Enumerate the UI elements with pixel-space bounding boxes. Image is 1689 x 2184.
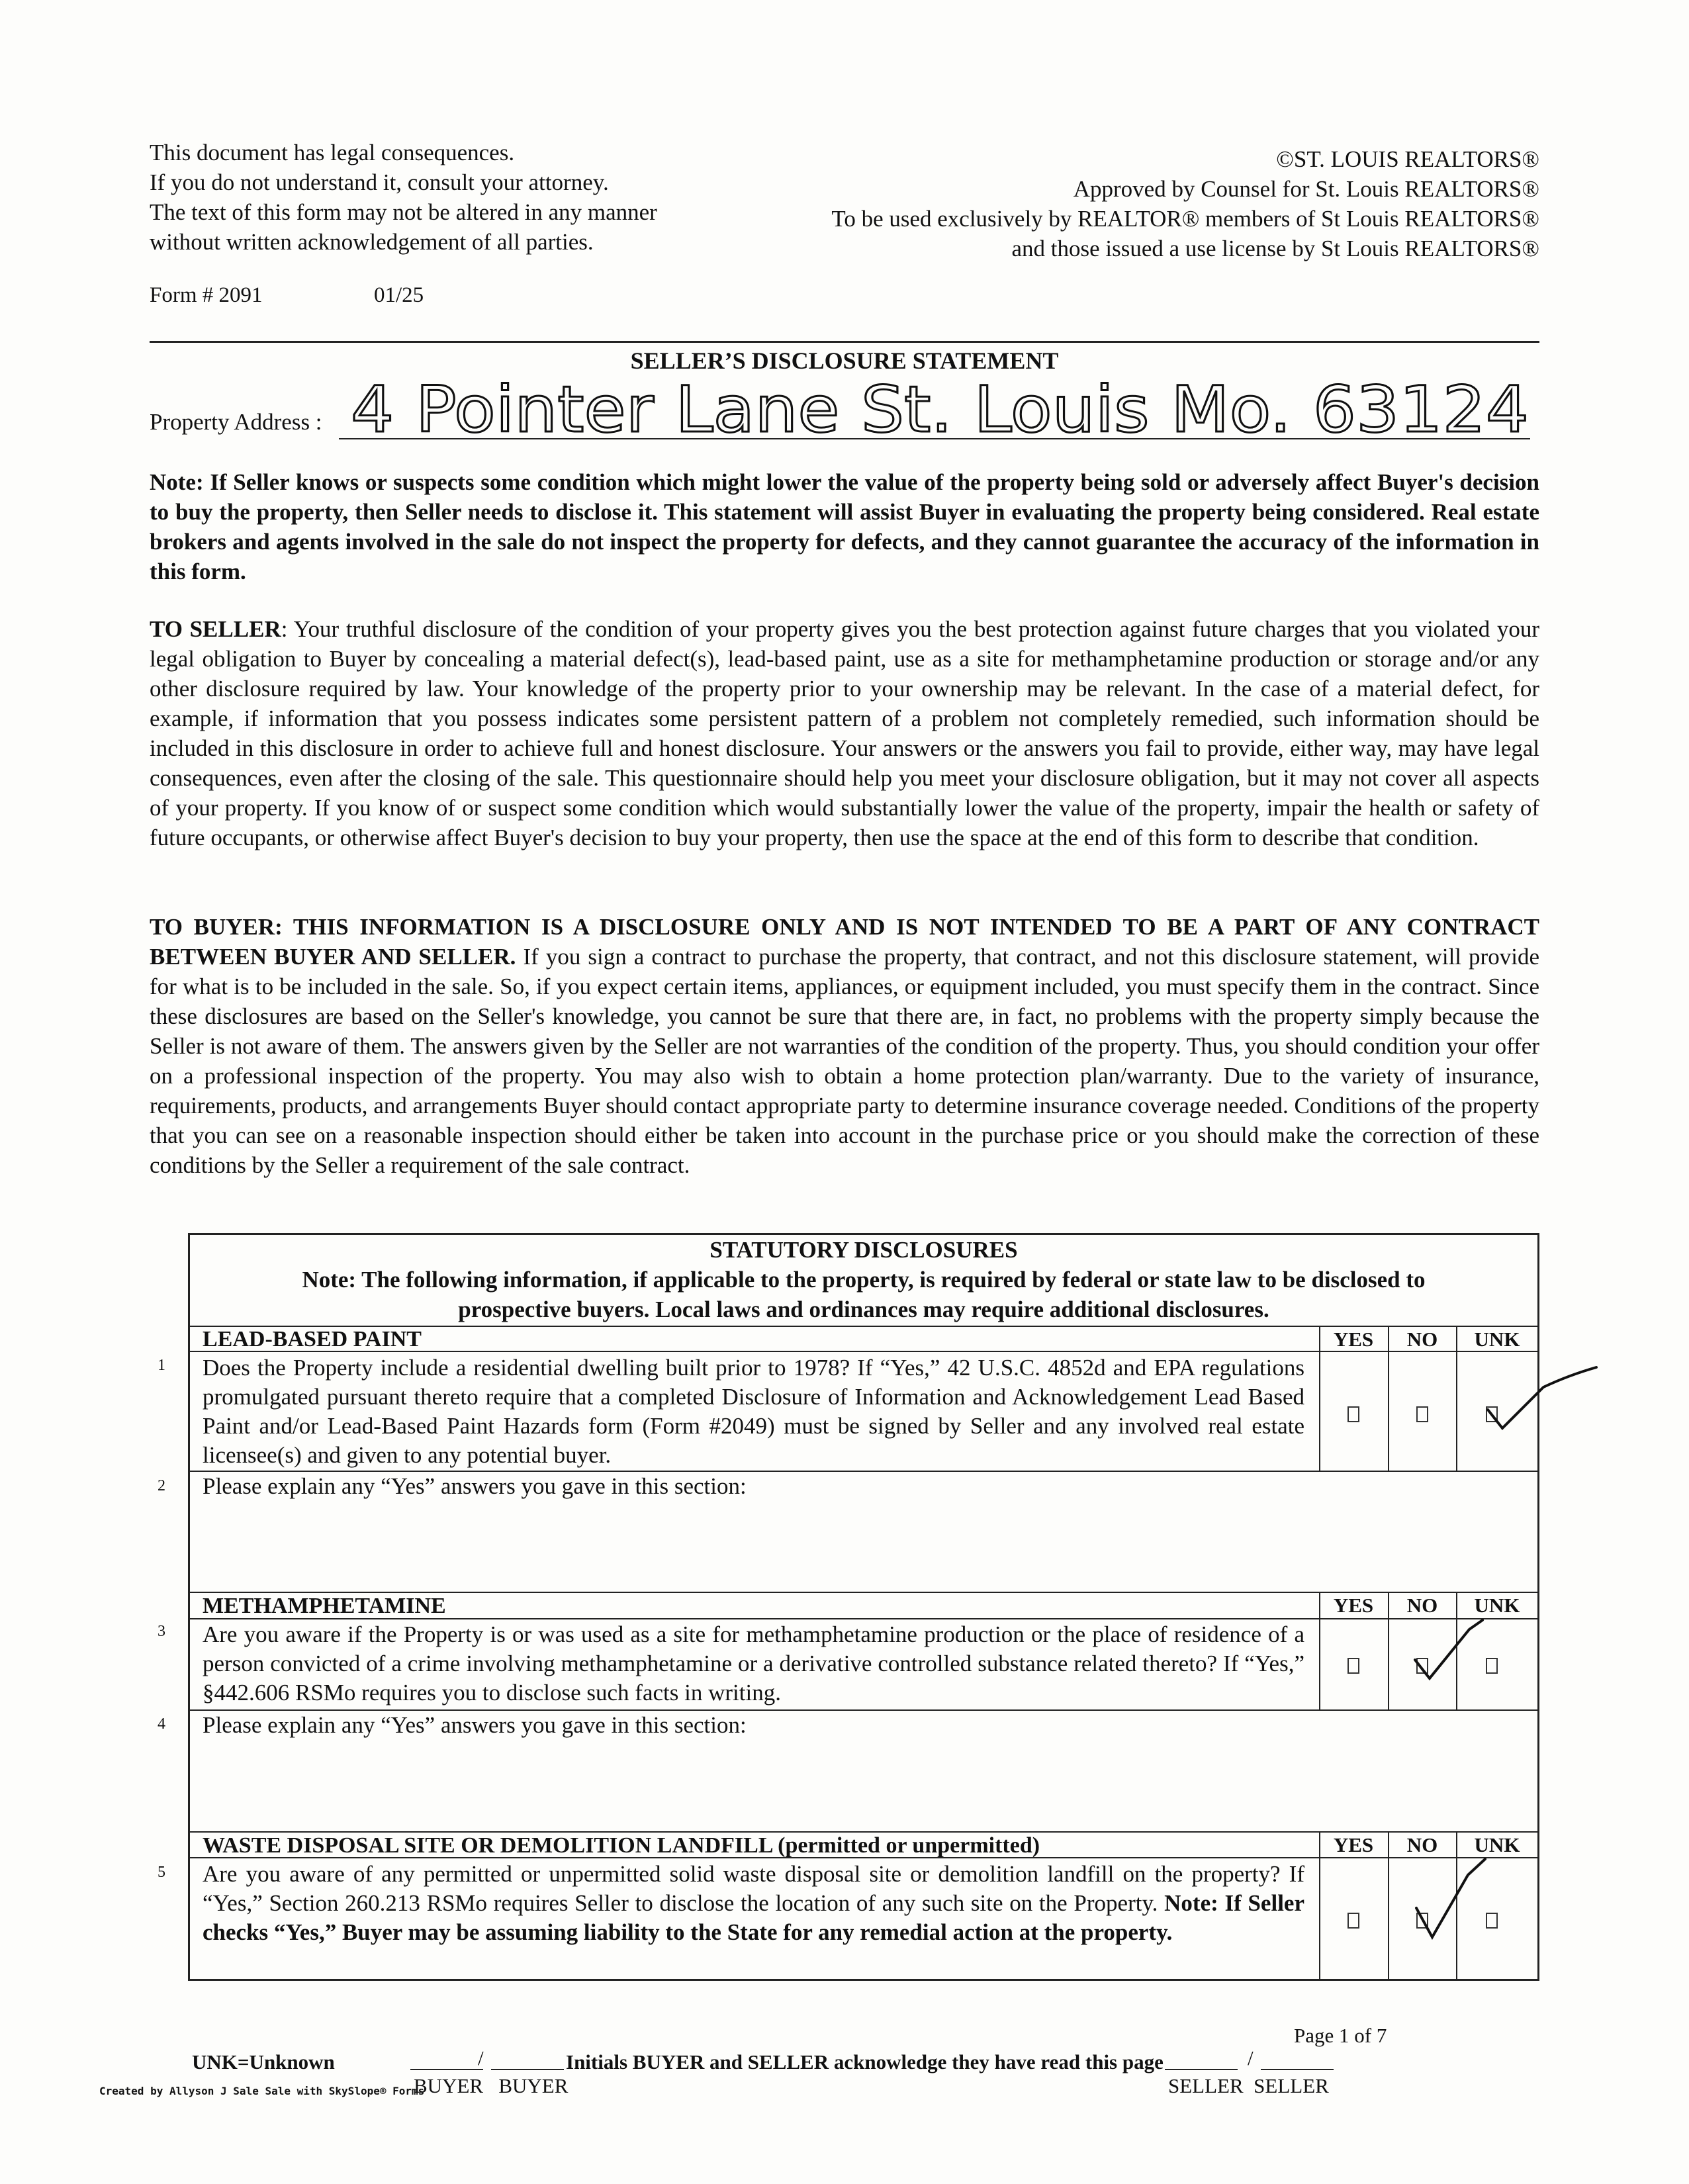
checkbox-lead-yes[interactable] [1347, 1406, 1359, 1422]
seller-labels: SELLER SELLER [1168, 2074, 1329, 2097]
column-unk: UNK [1474, 1833, 1520, 1856]
question-waste-text: Are you aware of any permitted or unpermitted solid waste disposal site or demolition landfill on the property? If “Yes,” Section 260.213 RSMo requires Seller to disclose the location of any such site on the Property. [203, 1861, 1304, 1916]
section-heading-waste: WASTE DISPOSAL SITE OR DEMOLITION LANDFILL (permitted or unpermitted) [203, 1833, 1040, 1858]
initials-statement: Initials BUYER and SELLER acknowledge they have read this page [566, 2050, 1164, 2073]
question-lead-paint: Does the Property include a residential dwelling built prior to 1978? If “Yes,” 42 U.S.C. 4852d and EPA regulations promulgated pursuant thereto require that a completed Disclosure of Information and Acknowledgement Lead Based Paint and/or Lead-Based Paint Hazards form (Form #2049) must be signed by Seller and any involved real estate licensee(s) and given to any potential buyer. [203, 1355, 1304, 1468]
checkbox-lead-no[interactable] [1416, 1406, 1428, 1422]
form-date: 01/25 [374, 283, 424, 307]
checkmark-meth-no [1403, 1615, 1496, 1688]
to-buyer-paragraph [150, 912, 1539, 1180]
table-divider [188, 1471, 1539, 1472]
property-address-handwriting[interactable] [351, 371, 1535, 443]
seller-initial-line[interactable] [1261, 2069, 1334, 2070]
section-heading-meth: METHAMPHETAMINE [203, 1594, 446, 1618]
statutory-note-line: Note: The following information, if applicable to the property, is required by federal or state law to be disclosed to [302, 1267, 1426, 1293]
checkbox-meth-yes[interactable] [1347, 1658, 1359, 1674]
row-number: 1 [158, 1357, 165, 1374]
column-no: NO [1406, 1833, 1438, 1856]
column-no: NO [1406, 1594, 1438, 1617]
table-divider [188, 1831, 1539, 1833]
column-yes: YES [1333, 1833, 1374, 1856]
header-divider [150, 341, 1539, 343]
buyer-initial-line[interactable] [410, 2069, 483, 2070]
copyright-line: Approved by Counsel for St. Louis REALTORS® [1073, 176, 1539, 202]
unk-legend: UNK=Unknown [192, 2050, 335, 2073]
initials-slash: / [478, 2046, 484, 2070]
property-address-label: Property Address : [150, 409, 322, 435]
form-number: Form # 2091 [150, 283, 263, 307]
seller-initial-line[interactable] [1165, 2069, 1238, 2070]
question-waste-note: Note: If Seller checks “Yes,” Buyer may be assuming liability to the State for any remedial action at the property. [203, 1890, 1304, 1945]
question-waste [203, 1860, 1304, 1947]
column-no: NO [1406, 1328, 1438, 1351]
page-number: Page 1 of 7 [1294, 2024, 1387, 2047]
to-seller-text: : Your truthful disclosure of the condition of your property gives you the best protection against future charges that you violated your legal obligation to Buyer by concealing a material defect(s), lead-based paint, use as a site for methamphetamine production or storage and/or any other disclosure required by law. Your knowledge of the property prior to your ownership may be relevant. In the case of a material defect, for example, if information that you possess indicates some persistent pattern of a problem not completely remedied, such information should be included in this disclosure in order to achieve full and honest disclosure. Your answers or the answers you fail to provide, either way, may have legal consequences, even after the closing of the sale. This questionnaire should help you meet your disclosure obligation, but it may not cover all aspects of your property. If you know of or suspect some condition which would substantially lower the value of the property, impair the health or safety of future occupants, or otherwise affect Buyer's decision to buy your property, then use the space at the end of this form to describe that condition. [150, 616, 1539, 850]
legal-notice-line: without written acknowledgement of all parties. [150, 229, 594, 255]
buyer-labels: BUYER BUYER [414, 2074, 569, 2097]
legal-notice [150, 138, 745, 257]
to-buyer-lead: TO BUYER: THIS INFORMATION IS A DISCLOSURE ONLY AND IS NOT INTENDED TO BE A PART OF ANY CONTRACT BETWEEN BUYER AND SELLER. [150, 914, 1539, 970]
table-divider [188, 1592, 1539, 1593]
copyright-line: ©ST. LOUIS REALTORS® [1276, 146, 1539, 172]
legal-notice-line: This document has legal consequences. [150, 140, 515, 165]
seller-note: Note: If Seller knows or suspects some condition which might lower the value of the property being sold or adversely affect Buyer's decision to buy the property, then Seller needs to disclose it. This statement will assist Buyer in evaluating the property being considered. Real estate brokers and agents involved in the sale do not inspect the property for defects, and they cannot guarantee the accuracy of the information in this form. [150, 469, 1539, 584]
statutory-note-line: prospective buyers. Local laws and ordinances may require additional disclosures. [458, 1297, 1269, 1322]
column-unk: UNK [1474, 1328, 1520, 1351]
created-by-credit: Created by Allyson J Sale Sale with SkySlope® Forms [99, 2085, 425, 2097]
copyright-block [679, 144, 1539, 263]
checkmark-waste-no [1403, 1856, 1496, 1942]
row-number: 3 [158, 1623, 165, 1640]
row-number: 2 [158, 1477, 165, 1494]
statutory-title: STATUTORY DISCLOSURES [709, 1237, 1018, 1263]
row-number: 5 [158, 1864, 165, 1881]
column-yes: YES [1333, 1328, 1374, 1351]
explain-lead-paint: Please explain any “Yes” answers you gave in this section: [203, 1473, 747, 1499]
checkmark-lead-unk [1483, 1363, 1602, 1436]
copyright-line: and those issued a use license by St Louis REALTORS® [1011, 236, 1539, 261]
section-heading-lead-paint: LEAD-BASED PAINT [203, 1327, 422, 1351]
copyright-line: To be used exclusively by REALTOR® members of St Louis REALTORS® [831, 206, 1539, 232]
to-buyer-text: If you sign a contract to purchase the property, that contract, and not this disclosure statement, will provide for what is to be included in the sale. So, if you expect certain items, appliances, or equipment included, you must specify them in the contract. Since these disclosures are based on the Seller's knowledge, you cannot be sure that there are, in fact, no problems with the property simply because the Seller is not aware of them. The answers given by the Seller are not warranties of the condition of the property. Thus, you should condition your offer on a professional inspection of the property. You may also wish to obtain a home protection plan/warranty. Due to the variety of insurance, requirements, products, and arrangements Buyer should contact appropriate party to determine insurance coverage needed. Conditions of the property that you can see on a reasonable inspection should either be taken into account in the purchase price or you should make the correction of these conditions by the Seller a requirement of the sale contract. [150, 944, 1539, 1178]
explain-meth: Please explain any “Yes” answers you gave in this section: [203, 1712, 747, 1738]
question-meth: Are you aware if the Property is or was used as a site for methamphetamine production or the place of residence of a person convicted of a crime involving methamphetamine or a derivative controlled substance related thereto? If “Yes,” §442.606 RSMo requires you to disclose such facts in writing. [203, 1621, 1304, 1706]
handwritten-address-text: 4 Pointer Lane St. Louis Mo. 63124 [351, 373, 1529, 443]
column-unk: UNK [1474, 1594, 1520, 1617]
legal-notice-line: If you do not understand it, consult your attorney. [150, 169, 609, 195]
to-seller-lead: TO SELLER [150, 616, 281, 642]
column-divider [1456, 1326, 1457, 1471]
column-yes: YES [1333, 1594, 1374, 1617]
initials-slash: / [1248, 2046, 1254, 2070]
legal-notice-line: The text of this form may not be altered in any manner [150, 199, 657, 225]
buyer-initial-line[interactable] [491, 2069, 564, 2070]
statutory-header [188, 1235, 1539, 1324]
table-divider [188, 1709, 1539, 1711]
document-title: SELLER’S DISCLOSURE STATEMENT [630, 347, 1059, 374]
checkbox-waste-yes[interactable] [1347, 1913, 1359, 1929]
to-seller-paragraph [150, 614, 1539, 852]
row-number: 4 [158, 1715, 165, 1733]
